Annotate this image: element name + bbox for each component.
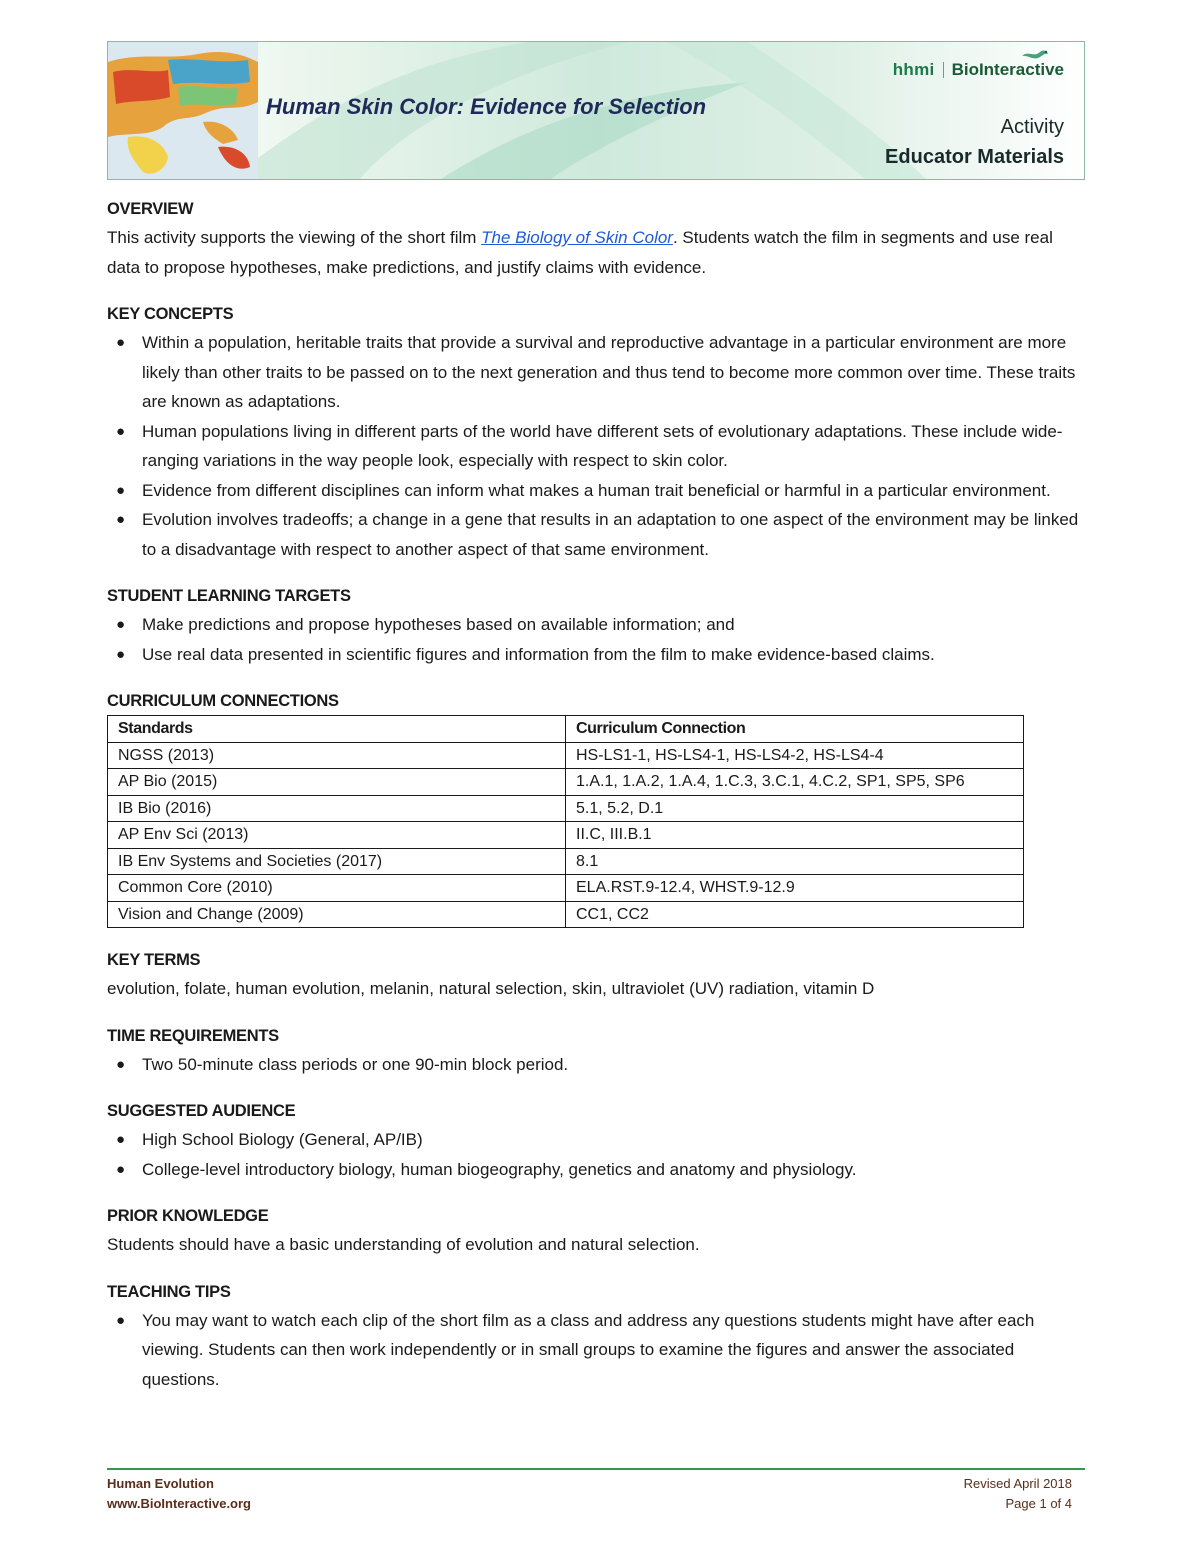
document-body: [107, 196, 1087, 1394]
list-item-text: Within a population, heritable traits that provide a survival and reproductive advantage in a particular environment are more likely than other traits to be passed on to the next generation and thus tend to become more common over time. These traits are known as adaptations.: [142, 333, 1076, 411]
brand-logo: [893, 60, 1064, 80]
bullet-icon: ●: [116, 1311, 126, 1329]
prior-knowledge-heading: PRIOR KNOWLEDGE: [107, 1207, 269, 1225]
footer-divider: [107, 1468, 1085, 1470]
column-header-standards: Standards: [108, 716, 566, 743]
bullet-icon: ●: [116, 481, 126, 499]
bullet-icon: ●: [116, 645, 126, 663]
overview-text-end: . Students watch the film in segments and use real data to propose hypotheses, make predictions, and justify claims with evidence.: [107, 228, 1053, 277]
table-cell: II.C, III.B.1: [566, 822, 1024, 849]
brand-name: BioInteractive: [951, 60, 1064, 79]
table-cell: NGSS (2013): [108, 742, 566, 769]
bullet-icon: ●: [116, 1131, 126, 1148]
bullet-icon: ●: [116, 422, 126, 440]
brand-separator: [943, 62, 944, 78]
key-concepts-heading: KEY CONCEPTS: [107, 305, 234, 323]
teaching-tips-list: [107, 1306, 1087, 1395]
table-cell: AP Bio (2015): [108, 769, 566, 796]
learning-targets-heading: STUDENT LEARNING TARGETS: [107, 587, 351, 605]
table-cell: Common Core (2010): [108, 875, 566, 902]
list-item-text: High School Biology (General, AP/IB): [142, 1130, 423, 1149]
table-row: [108, 795, 1024, 822]
list-item-text: You may want to watch each clip of the short film as a class and address any questions students might have after each viewing. Students can then work independently or in small groups to examine the figures and answer the associated questions.: [142, 1310, 1035, 1389]
list-item: [107, 1306, 1087, 1395]
bullet-icon: ●: [116, 511, 126, 528]
teaching-tips-heading: TEACHING TIPS: [107, 1282, 231, 1301]
table-row: [108, 769, 1024, 796]
table-row: [108, 901, 1024, 928]
brand-hhmi: hhmi: [892, 60, 935, 79]
footer-series: Human Evolution: [107, 1476, 214, 1491]
header-banner: [107, 41, 1085, 180]
list-item: [107, 328, 1087, 417]
document-type: Activity: [1000, 116, 1064, 138]
bullet-icon: ●: [116, 334, 126, 351]
table-cell: HS-LS1-1, HS-LS4-1, HS-LS4-2, HS-LS4-4: [566, 742, 1024, 769]
list-item-text: College-level introductory biology, human biogeography, genetics and anatomy and physiology.: [142, 1159, 857, 1179]
list-item-text: Use real data presented in scientific figures and information from the film to make evidence-based claims.: [142, 644, 935, 664]
document-audience: Educator Materials: [885, 146, 1064, 168]
world-map-image: [108, 42, 258, 180]
table-row: [108, 848, 1024, 875]
audience-heading: SUGGESTED AUDIENCE: [107, 1102, 296, 1120]
table-cell: 1.A.1, 1.A.2, 1.A.4, 1.C.3, 3.C.1, 4.C.2, SP1, SP5, SP6: [566, 769, 1024, 796]
table-cell: Vision and Change (2009): [108, 901, 566, 928]
footer-revised: Revised April 2018: [963, 1476, 1072, 1491]
footer-left: [107, 1474, 251, 1514]
list-item: [107, 1050, 1087, 1080]
table-cell: CC1, CC2: [566, 901, 1024, 928]
list-item-text: Two 50-minute class periods or one 90-min block period.: [142, 1054, 569, 1074]
table-row: [108, 822, 1024, 849]
list-item: [107, 640, 1087, 670]
key-concepts-list: [107, 328, 1087, 564]
list-item-text: Human populations living in different parts of the world have different sets of evolutionary adaptations. These include wide-ranging variations in the way people look, especially with respect to skin color.: [142, 421, 1063, 470]
footer-right: [964, 1474, 1072, 1514]
list-item: [107, 1155, 1087, 1185]
overview-text-start: This activity supports the viewing of the short film: [107, 228, 482, 247]
table-cell: IB Bio (2016): [108, 795, 566, 822]
table-cell: IB Env Systems and Societies (2017): [108, 848, 566, 875]
time-list: [107, 1050, 1087, 1080]
column-header-connection: Curriculum Connection: [566, 716, 1024, 743]
curriculum-table: [107, 715, 1024, 928]
key-terms-heading: KEY TERMS: [107, 951, 201, 969]
table-cell: AP Env Sci (2013): [108, 822, 566, 849]
table-cell: 8.1: [566, 848, 1024, 875]
list-item: [107, 417, 1087, 476]
audience-list: [107, 1125, 1087, 1184]
footer-page-number: Page 1 of 4: [1005, 1496, 1072, 1511]
bullet-icon: ●: [116, 1160, 126, 1178]
table-row: [108, 875, 1024, 902]
table-header-row: [108, 716, 1024, 743]
footer-website[interactable]: www.BioInteractive.org: [107, 1496, 251, 1511]
table-cell: 5.1, 5.2, D.1: [566, 795, 1024, 822]
overview-heading: OVERVIEW: [107, 200, 194, 218]
time-heading: TIME REQUIREMENTS: [107, 1026, 279, 1045]
list-item: [107, 1125, 1087, 1155]
film-link[interactable]: The Biology of Skin Color: [481, 228, 673, 247]
key-terms-text: evolution, folate, human evolution, melanin, natural selection, skin, ultraviolet (UV) radiation, vitamin D: [107, 979, 875, 998]
bullet-icon: ●: [116, 1055, 126, 1073]
overview-text: [107, 223, 1087, 282]
list-item-text: Evidence from different disciplines can inform what makes a human trait beneficial or harmful in a particular environment.: [142, 480, 1051, 500]
curriculum-heading: CURRICULUM CONNECTIONS: [107, 692, 339, 710]
table-row: [108, 742, 1024, 769]
table-cell: ELA.RST.9-12.4, WHST.9-12.9: [566, 875, 1024, 902]
list-item: [107, 505, 1087, 564]
learning-targets-list: [107, 610, 1087, 669]
prior-knowledge-text: Students should have a basic understanding of evolution and natural selection.: [107, 1235, 700, 1254]
document-title: Human Skin Color: Evidence for Selection: [266, 94, 707, 119]
list-item: [107, 610, 1087, 640]
list-item: [107, 476, 1087, 506]
list-item-text: Make predictions and propose hypotheses based on available information; and: [142, 615, 735, 634]
bullet-icon: ●: [116, 616, 126, 633]
list-item-text: Evolution involves tradeoffs; a change in a gene that results in an adaptation to one aspect of the environment may be linked to a disadvantage with respect to another aspect of that same environment.: [142, 510, 1079, 559]
